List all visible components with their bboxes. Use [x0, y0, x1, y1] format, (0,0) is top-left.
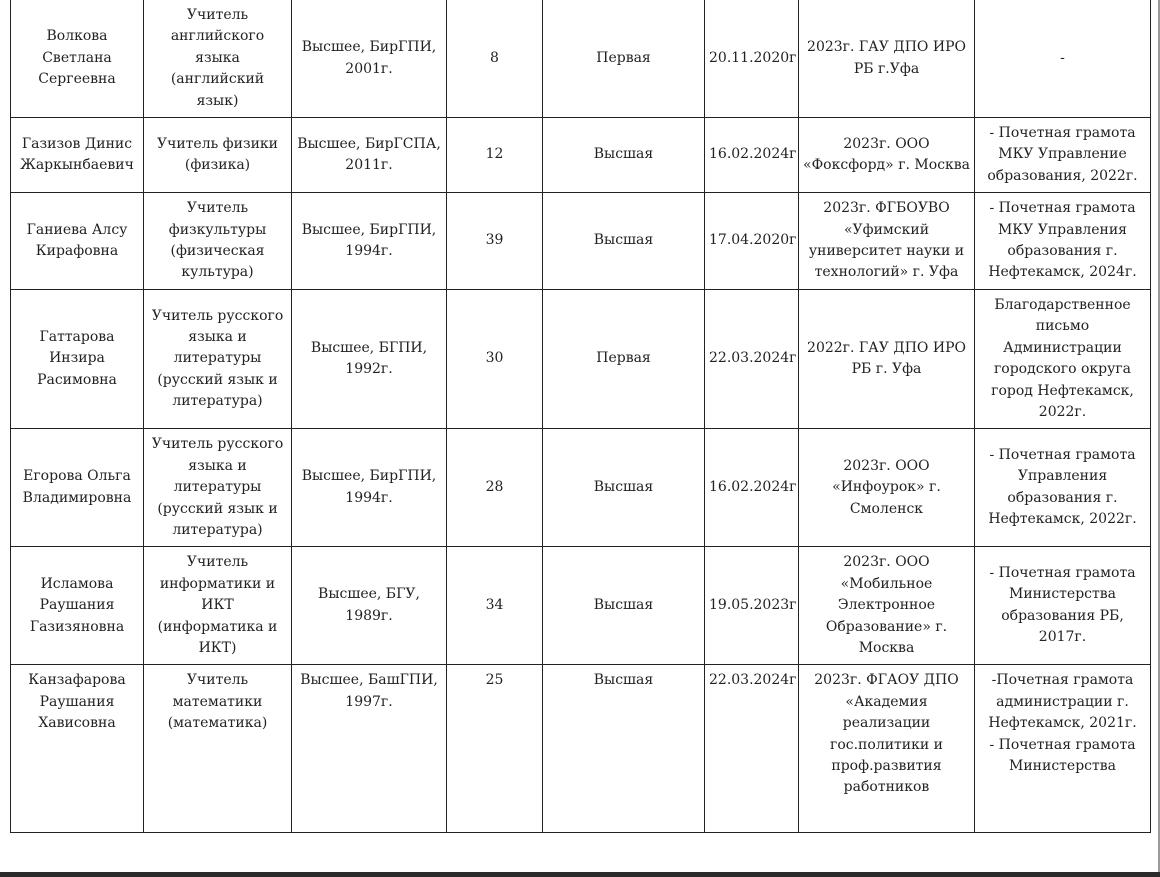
- attestation-date-cell: 19.05.2023г: [705, 547, 799, 665]
- table-row: [11, 193, 1151, 290]
- training-cell: 2022г. ГАУ ДПО ИРО РБ г. Уфа: [799, 289, 975, 428]
- teacher-name-cell: Исламова Раушания Газизяновна: [11, 547, 144, 665]
- awards-cell: -: [975, 0, 1151, 118]
- position-cell: Учитель информатики и ИКТ (информатика и ИКТ): [144, 547, 292, 665]
- position-cell: Учитель русского языка и литературы (русский язык и литература): [144, 289, 292, 428]
- position-cell: Учитель английского языка (английский язык): [144, 0, 292, 118]
- training-cell: 2023г. ООО «Фоксфорд» г. Москва: [799, 118, 975, 193]
- position-cell: Учитель физики (физика): [144, 118, 292, 193]
- experience-cell: 39: [447, 193, 543, 290]
- education-cell: Высшее, БГПИ, 1992г.: [292, 289, 447, 428]
- training-cell: 2023г. ООО «Мобильное Электронное Образование» г. Москва: [799, 547, 975, 665]
- attestation-date-cell: 16.02.2024г: [705, 118, 799, 193]
- category-cell: Высшая: [543, 193, 705, 290]
- training-cell: 2023г. ФГБОУВО «Уфимский университет науки и технологий» г. Уфа: [799, 193, 975, 290]
- table-row: [11, 429, 1151, 547]
- education-cell: Высшее, БГУ, 1989г.: [292, 547, 447, 665]
- category-cell: Первая: [543, 289, 705, 428]
- training-cell: 2023г. ГАУ ДПО ИРО РБ г.Уфа: [799, 0, 975, 118]
- staff-table: [10, 0, 1151, 833]
- table-row: [11, 665, 1151, 833]
- experience-cell: 30: [447, 289, 543, 428]
- experience-cell: 28: [447, 429, 543, 547]
- experience-cell: 12: [447, 118, 543, 193]
- education-cell: Высшее, БашГПИ, 1997г.: [292, 665, 447, 833]
- awards-cell: - Почетная грамота МКУ Управления образования г. Нефтекамск, 2024г.: [975, 193, 1151, 290]
- table-row: [11, 289, 1151, 428]
- teacher-name-cell: Гаттарова Инзира Расимовна: [11, 289, 144, 428]
- position-cell: Учитель русского языка и литературы (русский язык и литература): [144, 429, 292, 547]
- attestation-date-cell: 22.03.2024г: [705, 289, 799, 428]
- teacher-name-cell: Егорова Ольга Владимировна: [11, 429, 144, 547]
- teacher-name-cell: Волкова Светлана Сергеевна: [11, 0, 144, 118]
- education-cell: Высшее, БирГСПА, 2011г.: [292, 118, 447, 193]
- table-row: [11, 118, 1151, 193]
- experience-cell: 34: [447, 547, 543, 665]
- table-row: [11, 547, 1151, 665]
- awards-cell: -Почетная грамота администрации г. Нефтекамск, 2021г. - Почетная грамота Министерства: [975, 665, 1151, 833]
- attestation-date-cell: 20.11.2020г: [705, 0, 799, 118]
- attestation-date-cell: 22.03.2024г: [705, 665, 799, 833]
- awards-cell: - Почетная грамота Министерства образования РБ, 2017г.: [975, 547, 1151, 665]
- education-cell: Высшее, БирГПИ, 1994г.: [292, 429, 447, 547]
- category-cell: Высшая: [543, 429, 705, 547]
- education-cell: Высшее, БирГПИ, 1994г.: [292, 193, 447, 290]
- training-cell: 2023г. ООО «Инфоурок» г. Смоленск: [799, 429, 975, 547]
- attestation-date-cell: 17.04.2020г: [705, 193, 799, 290]
- teacher-name-cell: Ганиева Алсу Кирафовна: [11, 193, 144, 290]
- teacher-name-cell: Газизов Динис Жаркынбаевич: [11, 118, 144, 193]
- experience-cell: 25: [447, 665, 543, 833]
- category-cell: Первая: [543, 0, 705, 118]
- position-cell: Учитель математики (математика): [144, 665, 292, 833]
- awards-cell: - Почетная грамота Управления образования г. Нефтекамск, 2022г.: [975, 429, 1151, 547]
- category-cell: Высшая: [543, 665, 705, 833]
- category-cell: Высшая: [543, 118, 705, 193]
- education-cell: Высшее, БирГПИ, 2001г.: [292, 0, 447, 118]
- category-cell: Высшая: [543, 547, 705, 665]
- attestation-date-cell: 16.02.2024г: [705, 429, 799, 547]
- bottom-edge-bar: [0, 872, 1160, 877]
- position-cell: Учитель физкультуры (физическая культура): [144, 193, 292, 290]
- training-cell: 2023г. ФГАОУ ДПО «Академия реализации гос.политики и проф.развития работников: [799, 665, 975, 833]
- teacher-name-cell: Канзафарова Раушания Хависовна: [11, 665, 144, 833]
- awards-cell: - Почетная грамота МКУ Управление образования, 2022г.: [975, 118, 1151, 193]
- table-row: [11, 0, 1151, 118]
- awards-cell: Благодарственное письмо Администрации городского округа город Нефтекамск, 2022г.: [975, 289, 1151, 428]
- experience-cell: 8: [447, 0, 543, 118]
